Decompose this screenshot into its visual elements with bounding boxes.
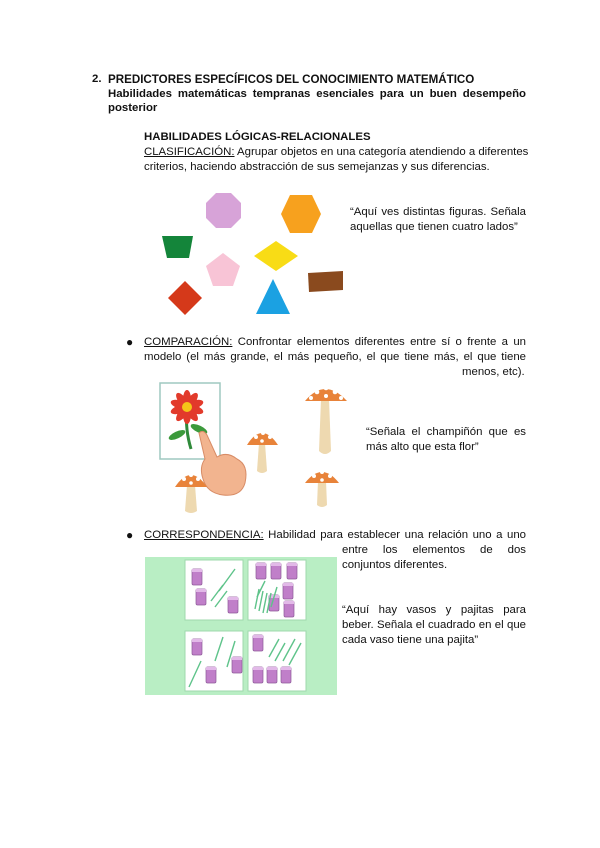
heading-title: PREDICTORES ESPECÍFICOS DEL CONOCIMIENTO MATEMÁTICO	[108, 73, 475, 86]
pentagon-shape	[206, 253, 240, 286]
trapezoid-shape	[162, 236, 193, 258]
comparacion-text-end: menos, etc).	[462, 366, 525, 378]
comparacion-text: Confrontar elementos diferentes entre sí o frente a un	[232, 336, 526, 348]
comparacion-caption-cont: más alto que esta flor”	[366, 441, 479, 453]
heading-subtitle-cont: posterior	[108, 102, 158, 114]
triangle-shape	[256, 279, 290, 314]
square-shape	[168, 281, 202, 315]
panel-bottom-right[interactable]	[248, 631, 306, 691]
comparacion-caption: “Señala el champiñón que es	[366, 426, 526, 438]
correspondencia-text: Habilidad para establecer una relación uno a uno	[263, 529, 526, 541]
mushrooms-illustration	[145, 379, 357, 515]
correspondencia-caption: “Aquí hay vasos y pajitas para	[342, 604, 526, 616]
comparacion-text-cont: modelo (el más grande, el más pequeño, el que tiene más, el que tiene	[144, 351, 526, 363]
octagon-shape	[206, 193, 241, 228]
shapes-illustration	[145, 186, 345, 320]
correspondencia-text-end: conjuntos diferentes.	[342, 559, 448, 571]
clasificacion-caption-cont: aquellas que tienen cuatro lados”	[350, 221, 518, 233]
clasificacion-text: Agrupar objetos en una categoría atendiendo a diferentes	[234, 146, 529, 158]
panel-bottom-left[interactable]	[185, 631, 243, 691]
correspondencia-label: CORRESPONDENCIA:	[144, 529, 264, 541]
hexagon-shape	[281, 195, 321, 233]
heading-number: 2.	[92, 73, 102, 85]
panel-top-left[interactable]	[185, 560, 243, 620]
clasificacion-paragraph	[144, 145, 529, 160]
glasses-straws-illustration	[145, 557, 337, 695]
clasificacion-caption: “Aquí ves distintas figuras. Señala	[350, 206, 526, 218]
clasificacion-label: CLASIFICACIÓN:	[144, 146, 235, 158]
comparacion-paragraph	[144, 335, 526, 350]
correspondencia-caption-cont: beber. Señala el cuadrado en el que	[342, 619, 526, 631]
correspondencia-caption-end: cada vaso tiene una pajita”	[342, 634, 479, 646]
rectangle-shape	[308, 271, 343, 292]
comparacion-label: COMPARACIÓN:	[144, 336, 233, 348]
panel-top-right[interactable]	[248, 560, 306, 620]
bullet-correspondencia: ●	[126, 528, 134, 542]
correspondencia-paragraph	[144, 528, 526, 543]
section-title: HABILIDADES LÓGICAS-RELACIONALES	[144, 131, 371, 143]
bullet-comparacion: ●	[126, 335, 134, 349]
rhombus-shape	[254, 241, 298, 271]
correspondencia-text-cont: entre los elementos de dos	[342, 544, 526, 556]
heading-subtitle: Habilidades matemáticas tempranas esenciales para un buen desempeño	[108, 88, 526, 100]
clasificacion-text-cont: criterios, haciendo abstracción de sus semejanzas y sus diferencias.	[144, 161, 490, 173]
